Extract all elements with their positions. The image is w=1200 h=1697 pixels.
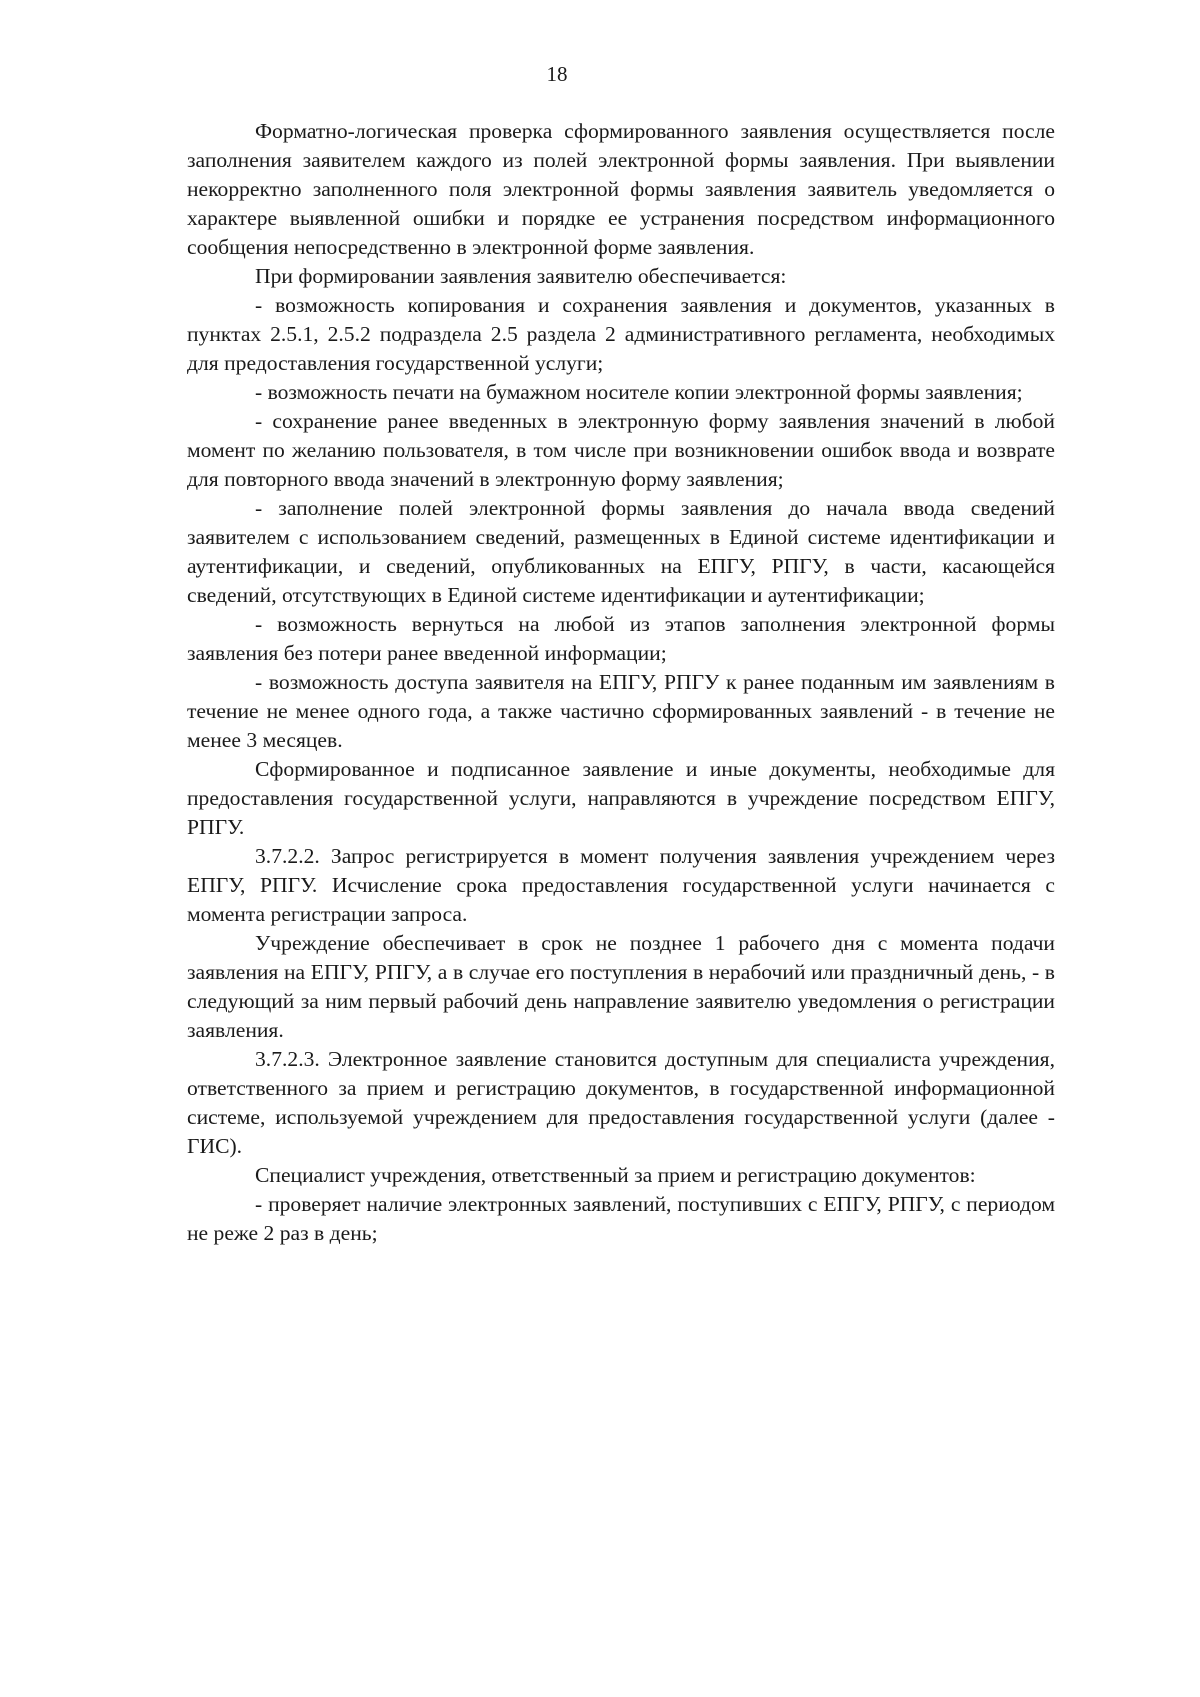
list-item-save-values: - сохранение ранее введенных в электронную форму заявления значений в любой момент по желанию пользователя, в том числе при возникновении ошибок ввода и возврате для повторного ввода значений в электронную форму заявления;	[187, 409, 1055, 491]
paragraph-specialist: Специалист учреждения, ответственный за прием и регистрацию документов:	[255, 1163, 976, 1187]
list-item-copy-save: - возможность копирования и сохранения заявления и документов, указанных в пунктах 2.5.1, 2.5.2 подраздела 2.5 раздела 2 административного регламента, необходимых для предоставления государственной услуги;	[187, 293, 1055, 375]
list-item-check-applications: - проверяет наличие электронных заявлений, поступивших с ЕПГУ, РПГУ, с периодом не реже 2 раз в день;	[187, 1192, 1055, 1245]
document-body	[187, 117, 1055, 1248]
paragraph-notification: Учреждение обеспечивает в срок не позднее 1 рабочего дня с момента подачи заявления на ЕПГУ, РПГУ, а в случае его поступления в нерабочий или праздничный день, - в следующий за ним первый рабочий день направление заявителю уведомления о регистрации заявления.	[187, 931, 1055, 1042]
paragraph-3-7-2-2: 3.7.2.2. Запрос регистрируется в момент получения заявления учреждением через ЕПГУ, РПГУ. Исчисление срока предоставления государственной услуги начинается с момента регистрации запроса.	[187, 844, 1055, 926]
paragraph-submission: Сформированное и подписанное заявление и иные документы, необходимые для предоставления государственной услуги, направляются в учреждение посредством ЕПГУ, РПГУ.	[187, 757, 1055, 839]
paragraph-ensured-intro: При формировании заявления заявителю обеспечивается:	[255, 264, 787, 288]
list-item-access-history: - возможность доступа заявителя на ЕПГУ, РПГУ к ранее поданным им заявлениям в течение не менее одного года, а также частично сформированных заявлений - в течение не менее 3 месяцев.	[187, 670, 1055, 752]
page-number: 18	[546, 62, 568, 86]
paragraph-format-check: Форматно-логическая проверка сформированного заявления осуществляется после заполнения заявителем каждого из полей электронной формы заявления. При выявлении некорректно заполненного поля электронной формы заявления заявитель уведомляется о характере выявленной ошибки и порядке ее устранения посредством информационного сообщения непосредственно в электронной форме заявления.	[187, 119, 1055, 259]
list-item-print: - возможность печати на бумажном носителе копии электронной формы заявления;	[255, 380, 1023, 404]
list-item-return-stage: - возможность вернуться на любой из этапов заполнения электронной формы заявления без потери ранее введенной информации;	[187, 612, 1055, 665]
list-item-autofill: - заполнение полей электронной формы заявления до начала ввода сведений заявителем с использованием сведений, размещенных в Единой системе идентификации и аутентификации, и сведений, опубликованных на ЕПГУ, РПГУ, в части, касающейся сведений, отсутствующих в Единой системе идентификации и аутентификации;	[187, 496, 1055, 607]
paragraph-3-7-2-3: 3.7.2.3. Электронное заявление становится доступным для специалиста учреждения, ответственного за прием и регистрацию документов, в государственной информационной системе, используемой учреждением для предоставления государственной услуги (далее - ГИС).	[187, 1047, 1055, 1158]
